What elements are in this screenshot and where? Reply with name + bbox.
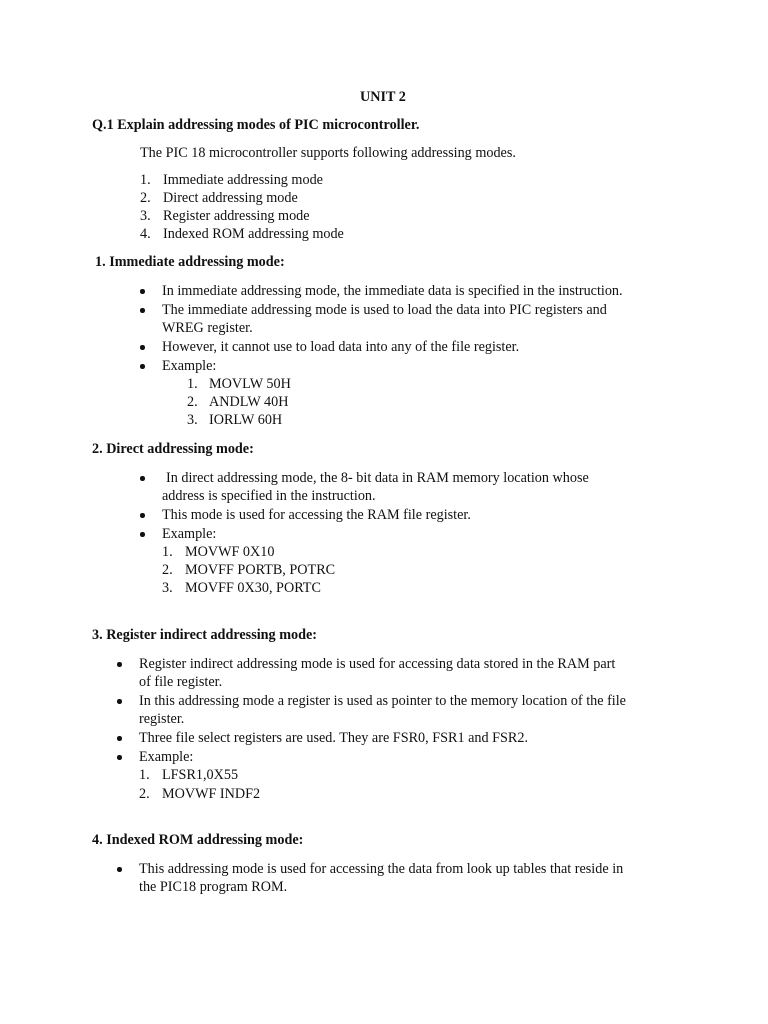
- bullet-text: of file register.: [139, 674, 223, 690]
- list-item: Register addressing mode: [163, 208, 310, 224]
- bullet-text: In immediate addressing mode, the immediate data is specified in the instruction.: [162, 283, 623, 299]
- example-code: MOVLW 50H: [209, 376, 291, 392]
- bullet-text: the PIC18 program ROM.: [139, 879, 288, 895]
- example-number: 2.: [187, 394, 198, 410]
- bullet-text: address is specified in the instruction.: [162, 488, 376, 504]
- unit-title: UNIT 2: [360, 89, 406, 105]
- example-number: 3.: [187, 412, 198, 428]
- section-heading: 2. Direct addressing mode:: [92, 441, 254, 457]
- bullet-text: WREG register.: [162, 320, 253, 336]
- example-code: MOVFF PORTB, POTRC: [185, 562, 336, 578]
- bullet-text: However, it cannot use to load data into any of the file register.: [162, 339, 520, 355]
- example-code: MOVWF 0X10: [185, 544, 275, 560]
- bullet-text: This addressing mode is used for accessing the data from look up tables that reside in: [139, 861, 624, 877]
- list-item-number: 4.: [140, 226, 151, 242]
- list-item: Direct addressing mode: [163, 190, 298, 206]
- example-number: 2.: [139, 786, 150, 802]
- list-item-number: 1.: [140, 172, 151, 188]
- bullet-text: Example:: [139, 749, 194, 765]
- example-number: 1.: [162, 544, 173, 560]
- example-number: 2.: [162, 562, 173, 578]
- example-code: MOVFF 0X30, PORTC: [185, 580, 321, 596]
- bullet-text: Example:: [162, 358, 217, 374]
- bullet-text: Example:: [162, 526, 217, 542]
- bullet-text: The immediate addressing mode is used to load the data into PIC registers and: [162, 302, 607, 318]
- example-number: 1.: [139, 767, 150, 783]
- list-item: Immediate addressing mode: [163, 172, 323, 188]
- list-item-number: 3.: [140, 208, 151, 224]
- example-code: IORLW 60H: [209, 412, 283, 428]
- example-code: LFSR1,0X55: [162, 767, 239, 783]
- bullet-text: Register indirect addressing mode is used for accessing data stored in the RAM part: [139, 656, 616, 672]
- question-heading: Q.1 Explain addressing modes of PIC microcontroller.: [92, 117, 420, 133]
- bullet-text: register.: [139, 711, 185, 727]
- bullet-text: In direct addressing mode, the 8- bit data in RAM memory location whose: [166, 470, 589, 486]
- list-item: Indexed ROM addressing mode: [163, 226, 344, 242]
- example-code: ANDLW 40H: [209, 394, 289, 410]
- section-heading: 1. Immediate addressing mode:: [95, 254, 285, 270]
- section-heading: 4. Indexed ROM addressing mode:: [92, 832, 304, 848]
- example-code: MOVWF INDF2: [162, 786, 261, 802]
- example-number: 1.: [187, 376, 198, 392]
- list-item-number: 2.: [140, 190, 151, 206]
- example-number: 3.: [162, 580, 173, 596]
- section-heading: 3. Register indirect addressing mode:: [92, 627, 318, 643]
- bullet-text: In this addressing mode a register is used as pointer to the memory location of the file: [139, 693, 626, 709]
- bullet-text: This mode is used for accessing the RAM file register.: [162, 507, 471, 523]
- bullet-text: Three file select registers are used. They are FSR0, FSR1 and FSR2.: [139, 730, 529, 746]
- intro-text: The PIC 18 microcontroller supports following addressing modes.: [140, 145, 516, 161]
